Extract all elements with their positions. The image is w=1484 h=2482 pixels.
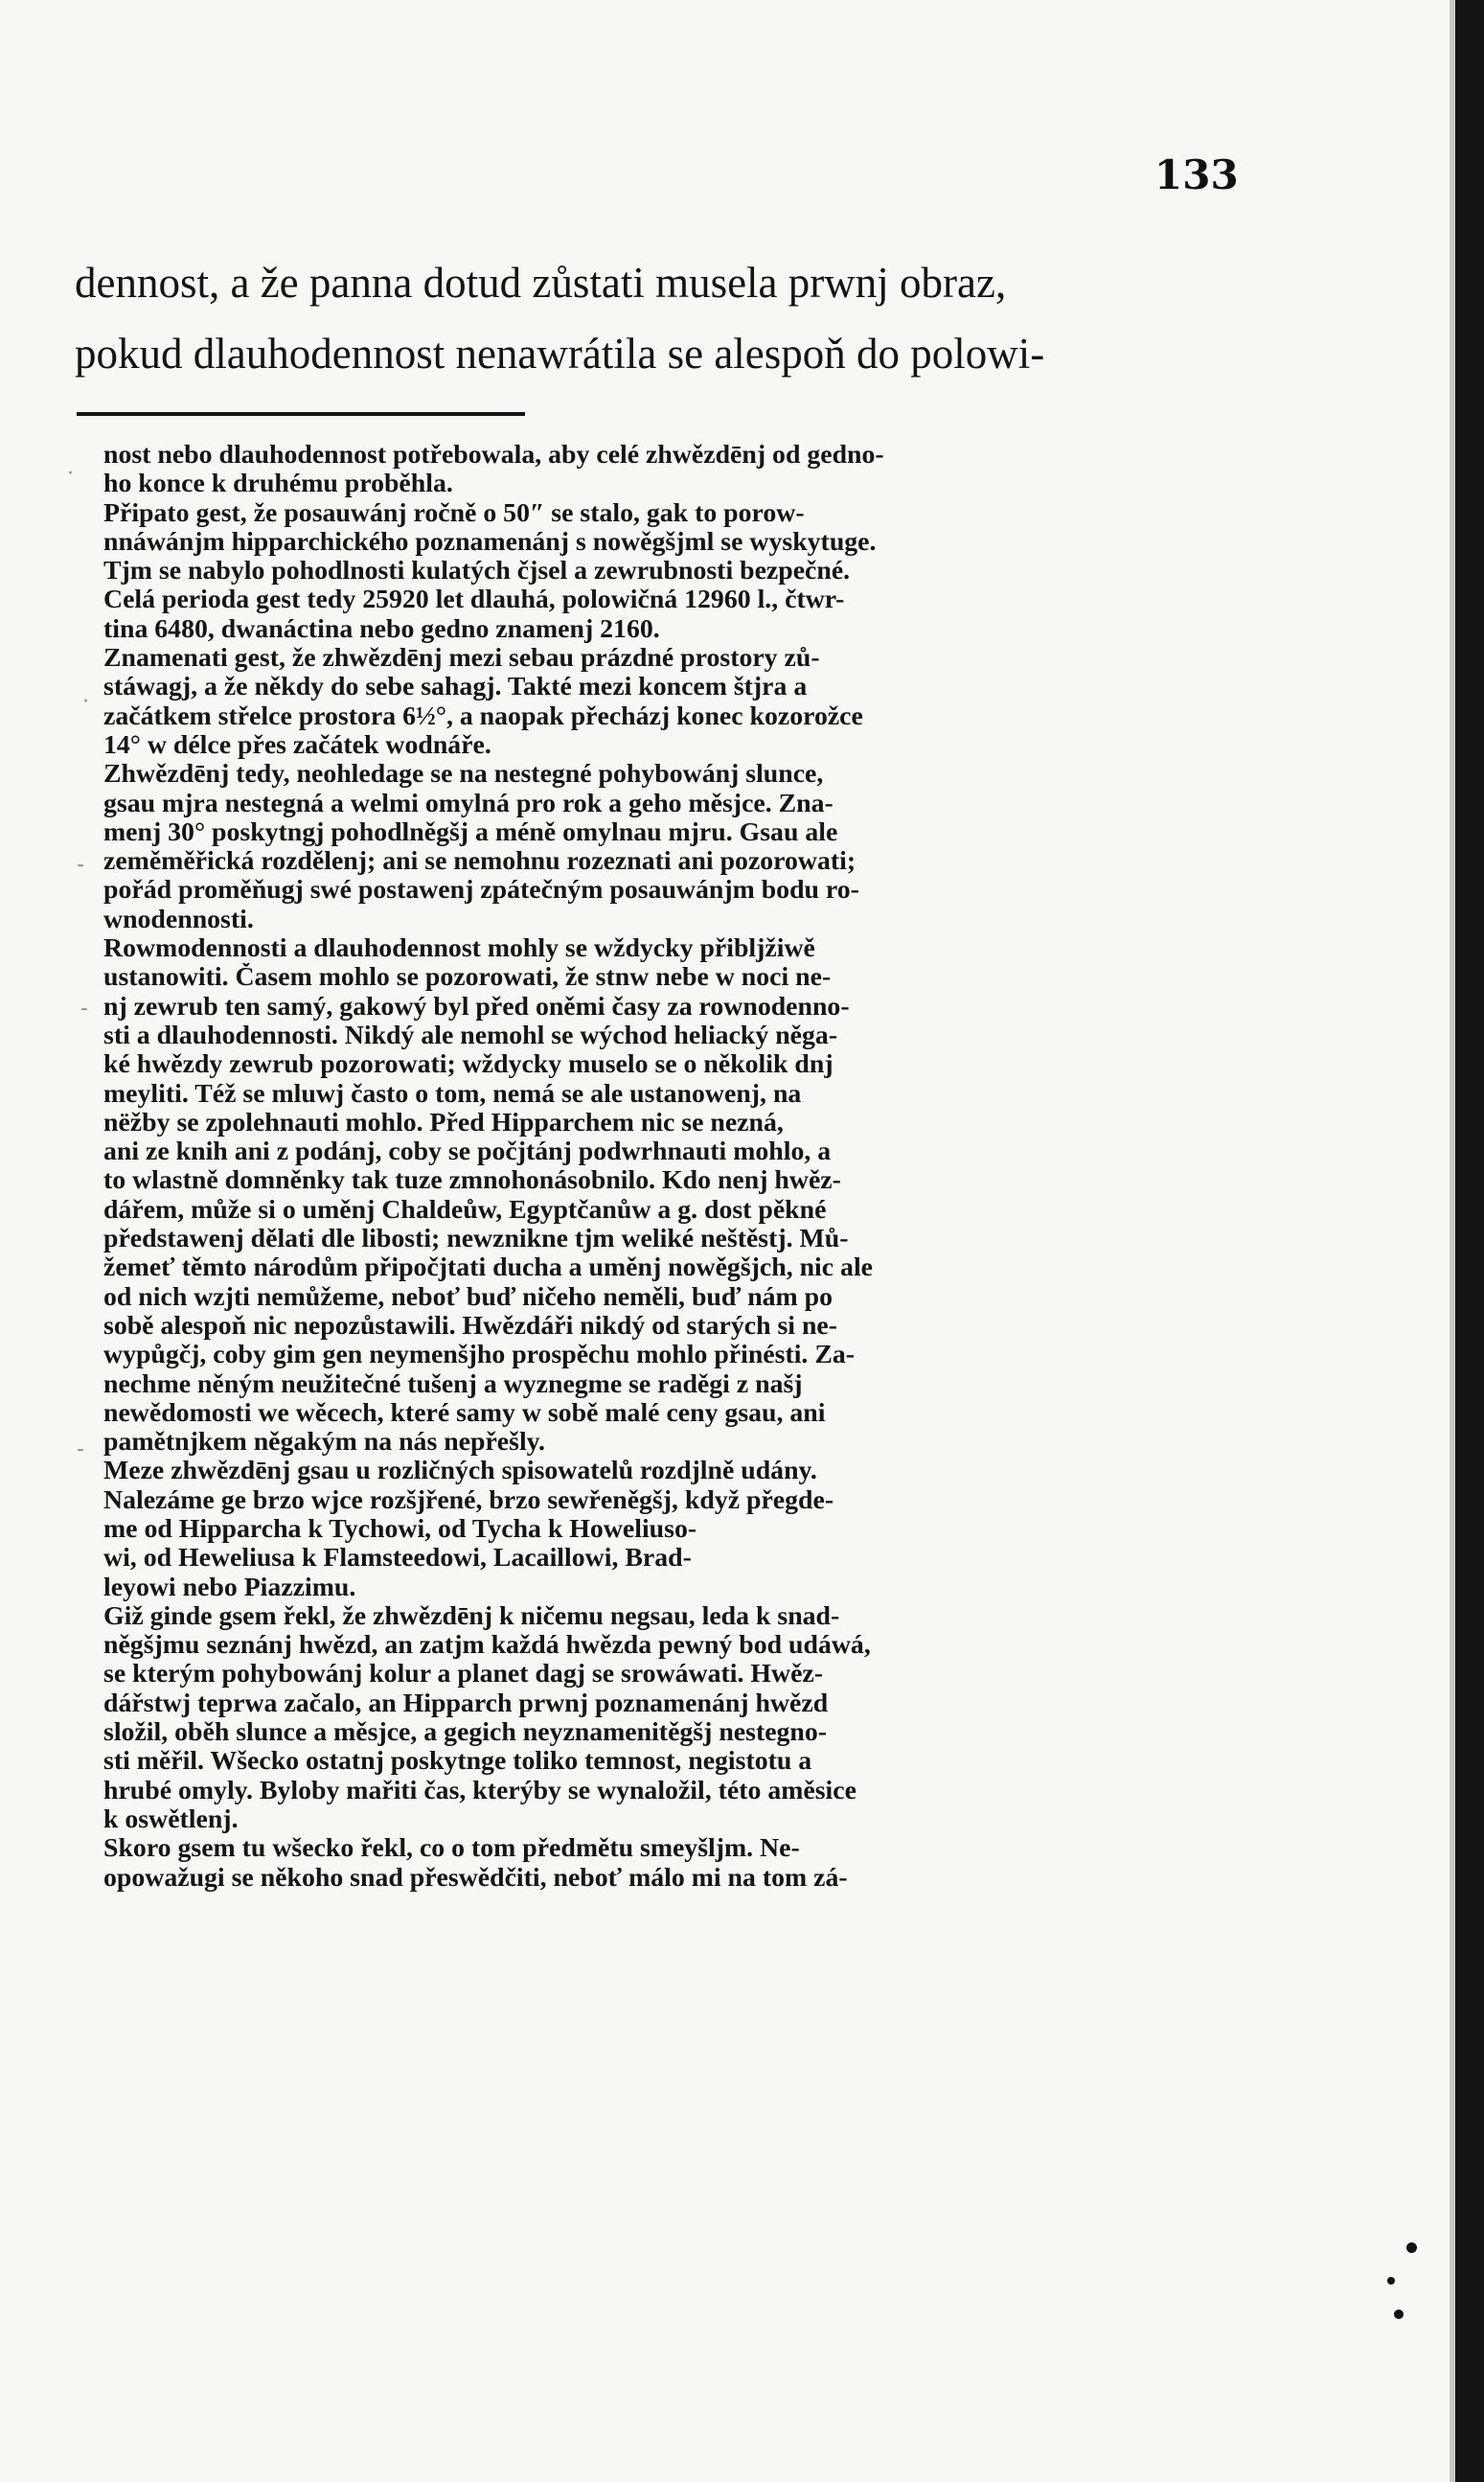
text-line: tina 6480, dwanáctina nebo gedno znamenj 2160. <box>103 614 660 644</box>
text-line: dářem, může si o uměnj Chaldeůw, Egyptčanůw a g. dost pěkné <box>103 1195 827 1225</box>
text-line: sti měřil. Wšecko ostatnj poskytnge toliko temnost, negistotu a <box>103 1747 812 1777</box>
text-line: Připato gest, že posauwánj ročně o 50″ se stalo, gak to porow- <box>103 498 805 528</box>
text-line: k oswětlenj. <box>103 1804 239 1834</box>
text-line: nëžby se zpolehnauti mohlo. Před Hipparchem nic se nezná, <box>103 1108 784 1138</box>
text-line: nj zewrub ten samý, gakowý byl před oněmi časy za rownodenno- <box>103 992 850 1022</box>
top-line: pokud dlauhodennost nenawrátila se alespoň do polowi- <box>75 330 1045 378</box>
text-line: Rowmodennosti a dlauhodennost mohly se wždycky přibljžiwě <box>103 934 815 964</box>
text-line: Znamenati gest, že zhwězdēnj mezi sebau prázdné prostory zů- <box>103 644 820 674</box>
footnote-rule <box>77 412 525 416</box>
text-line: nnáwánjm hipparchického poznamenánj s nowěgšjml se wyskytuge. <box>103 527 877 557</box>
text-line: Tjm se nabylo pohodlnosti kulatých čjsel a zewrubnosti bezpečné. <box>103 557 851 586</box>
text-line: předstawenj dělati dle libosti; newznikne tjm weliké neštěstj. Mů- <box>103 1225 849 1254</box>
scan-edge <box>1455 0 1484 2482</box>
top-line: dennost, a že panna dotud zůstati musela prwnj obraz, <box>75 259 1007 307</box>
text-line: to wlastně domněnky tak tuze zmnohonásobnilo. Kdo nenj hwěz- <box>103 1166 841 1196</box>
text-line: gsau mjra nestegná a welmi omylná pro rok a geho měsjce. Zna- <box>103 789 833 818</box>
scan-speck <box>1394 2310 1404 2319</box>
text-line: ho konce k druhému proběhla. <box>103 470 453 499</box>
text-line: žemeť těmto národům připočjtati ducha a uměnj nowěgšjch, nic ale <box>103 1253 874 1283</box>
text-line: zeměměřická rozdělenj; ani se nemohnu rozeznati ani pozorowati; <box>103 847 856 877</box>
text-line: Celá perioda gest tedy 25920 let dlauhá, polowičná 12960 l., čtwr- <box>103 586 845 615</box>
text-line: wypůgčj, coby gim gen neymenšjho prospěchu mohlo přinésti. Za- <box>103 1341 856 1370</box>
text-line: ani ze knih ani z podánj, coby se počjtánj podwrhnauti mohlo, a <box>103 1138 832 1167</box>
text-line: Skoro gsem tu wšecko řekl, co o tom předmětu smeyšljm. Ne- <box>103 1834 800 1864</box>
text-line: me od Hipparcha k Tychowi, od Tycha k Howeliuso- <box>103 1514 697 1544</box>
text-line: newědomosti we wěcech, které samy w sobě malé ceny gsau, ani <box>103 1398 826 1428</box>
text-line: Nalezáme ge brzo wjce rozšjřené, brzo sewřeněgšj, když přegde- <box>103 1485 834 1515</box>
margin-mark: - <box>77 1437 84 1461</box>
text-line: hrubé omyly. Byloby mařiti čas, kterýby se wynaložil, této aměsice <box>103 1776 856 1805</box>
page-number: 133 <box>1154 151 1239 198</box>
text-line: se kterým pohybowánj kolur a planet dagj se srowáwati. Hwěz- <box>103 1660 824 1689</box>
scan-speck <box>1406 2242 1417 2253</box>
margin-mark: - <box>77 853 84 877</box>
text-line: menj 30° poskytngj pohodlněgšj a méně omylnau mjru. Gsau ale <box>103 817 838 847</box>
text-line: Zhwězdēnj tedy, neohledage se na nestegné pohybowánj slunce, <box>103 760 824 790</box>
text-line: dářstwj teprwa začalo, an Hipparch prwnj poznamenánj hwězd <box>103 1689 829 1718</box>
text-line: Giž ginde gsem řekl, že zhwězdēnj k ničemu negsau, leda k snad- <box>103 1601 840 1631</box>
text-line: nechme něným neužitečné tušenj a wyznegme se raděgi z našj <box>103 1369 803 1399</box>
text-line: ustanowiti. Časem mohlo se pozorowati, že stnw nebe w noci ne- <box>103 963 832 993</box>
text-line: 14° w délce přes začátek wodnáře. <box>103 730 491 760</box>
text-line: pořád proměňugj swé postawenj zpátečným posauwánjm bodu ro- <box>103 876 859 906</box>
margin-mark: · <box>82 690 89 714</box>
text-line: wnodennosti. <box>103 905 254 934</box>
text-line: meyliti. Též se mluwj často o tom, nemá se ale ustanowenj, na <box>103 1079 802 1109</box>
text-line: nost nebo dlauhodennost potřebowala, aby celé zhwězdēnj od gedno- <box>103 441 884 470</box>
text-line: pamětnjkem něgakým na nás nepřešly. <box>103 1428 545 1458</box>
text-line: od nich wzjti nemůžeme, neboť buď ničeho neměli, buď nám po <box>103 1282 833 1312</box>
text-line: složil, oběh slunce a měsjce, a gegich neyznamenitěgšj nestegno- <box>103 1718 828 1748</box>
text-line: sti a dlauhodennosti. Nikdý ale nemohl se wýchod heliacký něga- <box>103 1021 838 1050</box>
scan-speck <box>1387 2277 1395 2285</box>
text-line: stáwagj, a že někdy do sebe sahagj. Takté mezi koncem štjra a <box>103 673 808 702</box>
text-line: něgšjmu seznánj hwězd, an zatjm každá hwězda pewný bod udáwá, <box>103 1631 871 1661</box>
text-line: ké hwězdy zewrub pozorowati; wždycky muselo se o několik dnj <box>103 1050 833 1080</box>
text-line: Meze zhwězdēnj gsau u rozličných spisowatelů rozdjlně udány. <box>103 1457 817 1486</box>
margin-mark: · <box>67 462 74 486</box>
text-line: leyowi nebo Piazzimu. <box>103 1573 356 1602</box>
top-lines <box>75 247 1215 389</box>
footnote-text <box>103 441 1224 1893</box>
margin-mark: - <box>80 997 88 1021</box>
text-line: opowažugi se někoho snad přeswědčiti, neboť málo mi na tom zá- <box>103 1863 848 1893</box>
text-line: wi, od Heweliusa k Flamsteedowi, Lacaillowi, Brad- <box>103 1544 692 1574</box>
text-line: začátkem střelce prostora 6½°, a naopak přecházj konec kozorožce <box>103 701 863 731</box>
text-line: sobě alespoň nic nepozůstawili. Hwězdáři nikdý od starých si ne- <box>103 1311 838 1341</box>
